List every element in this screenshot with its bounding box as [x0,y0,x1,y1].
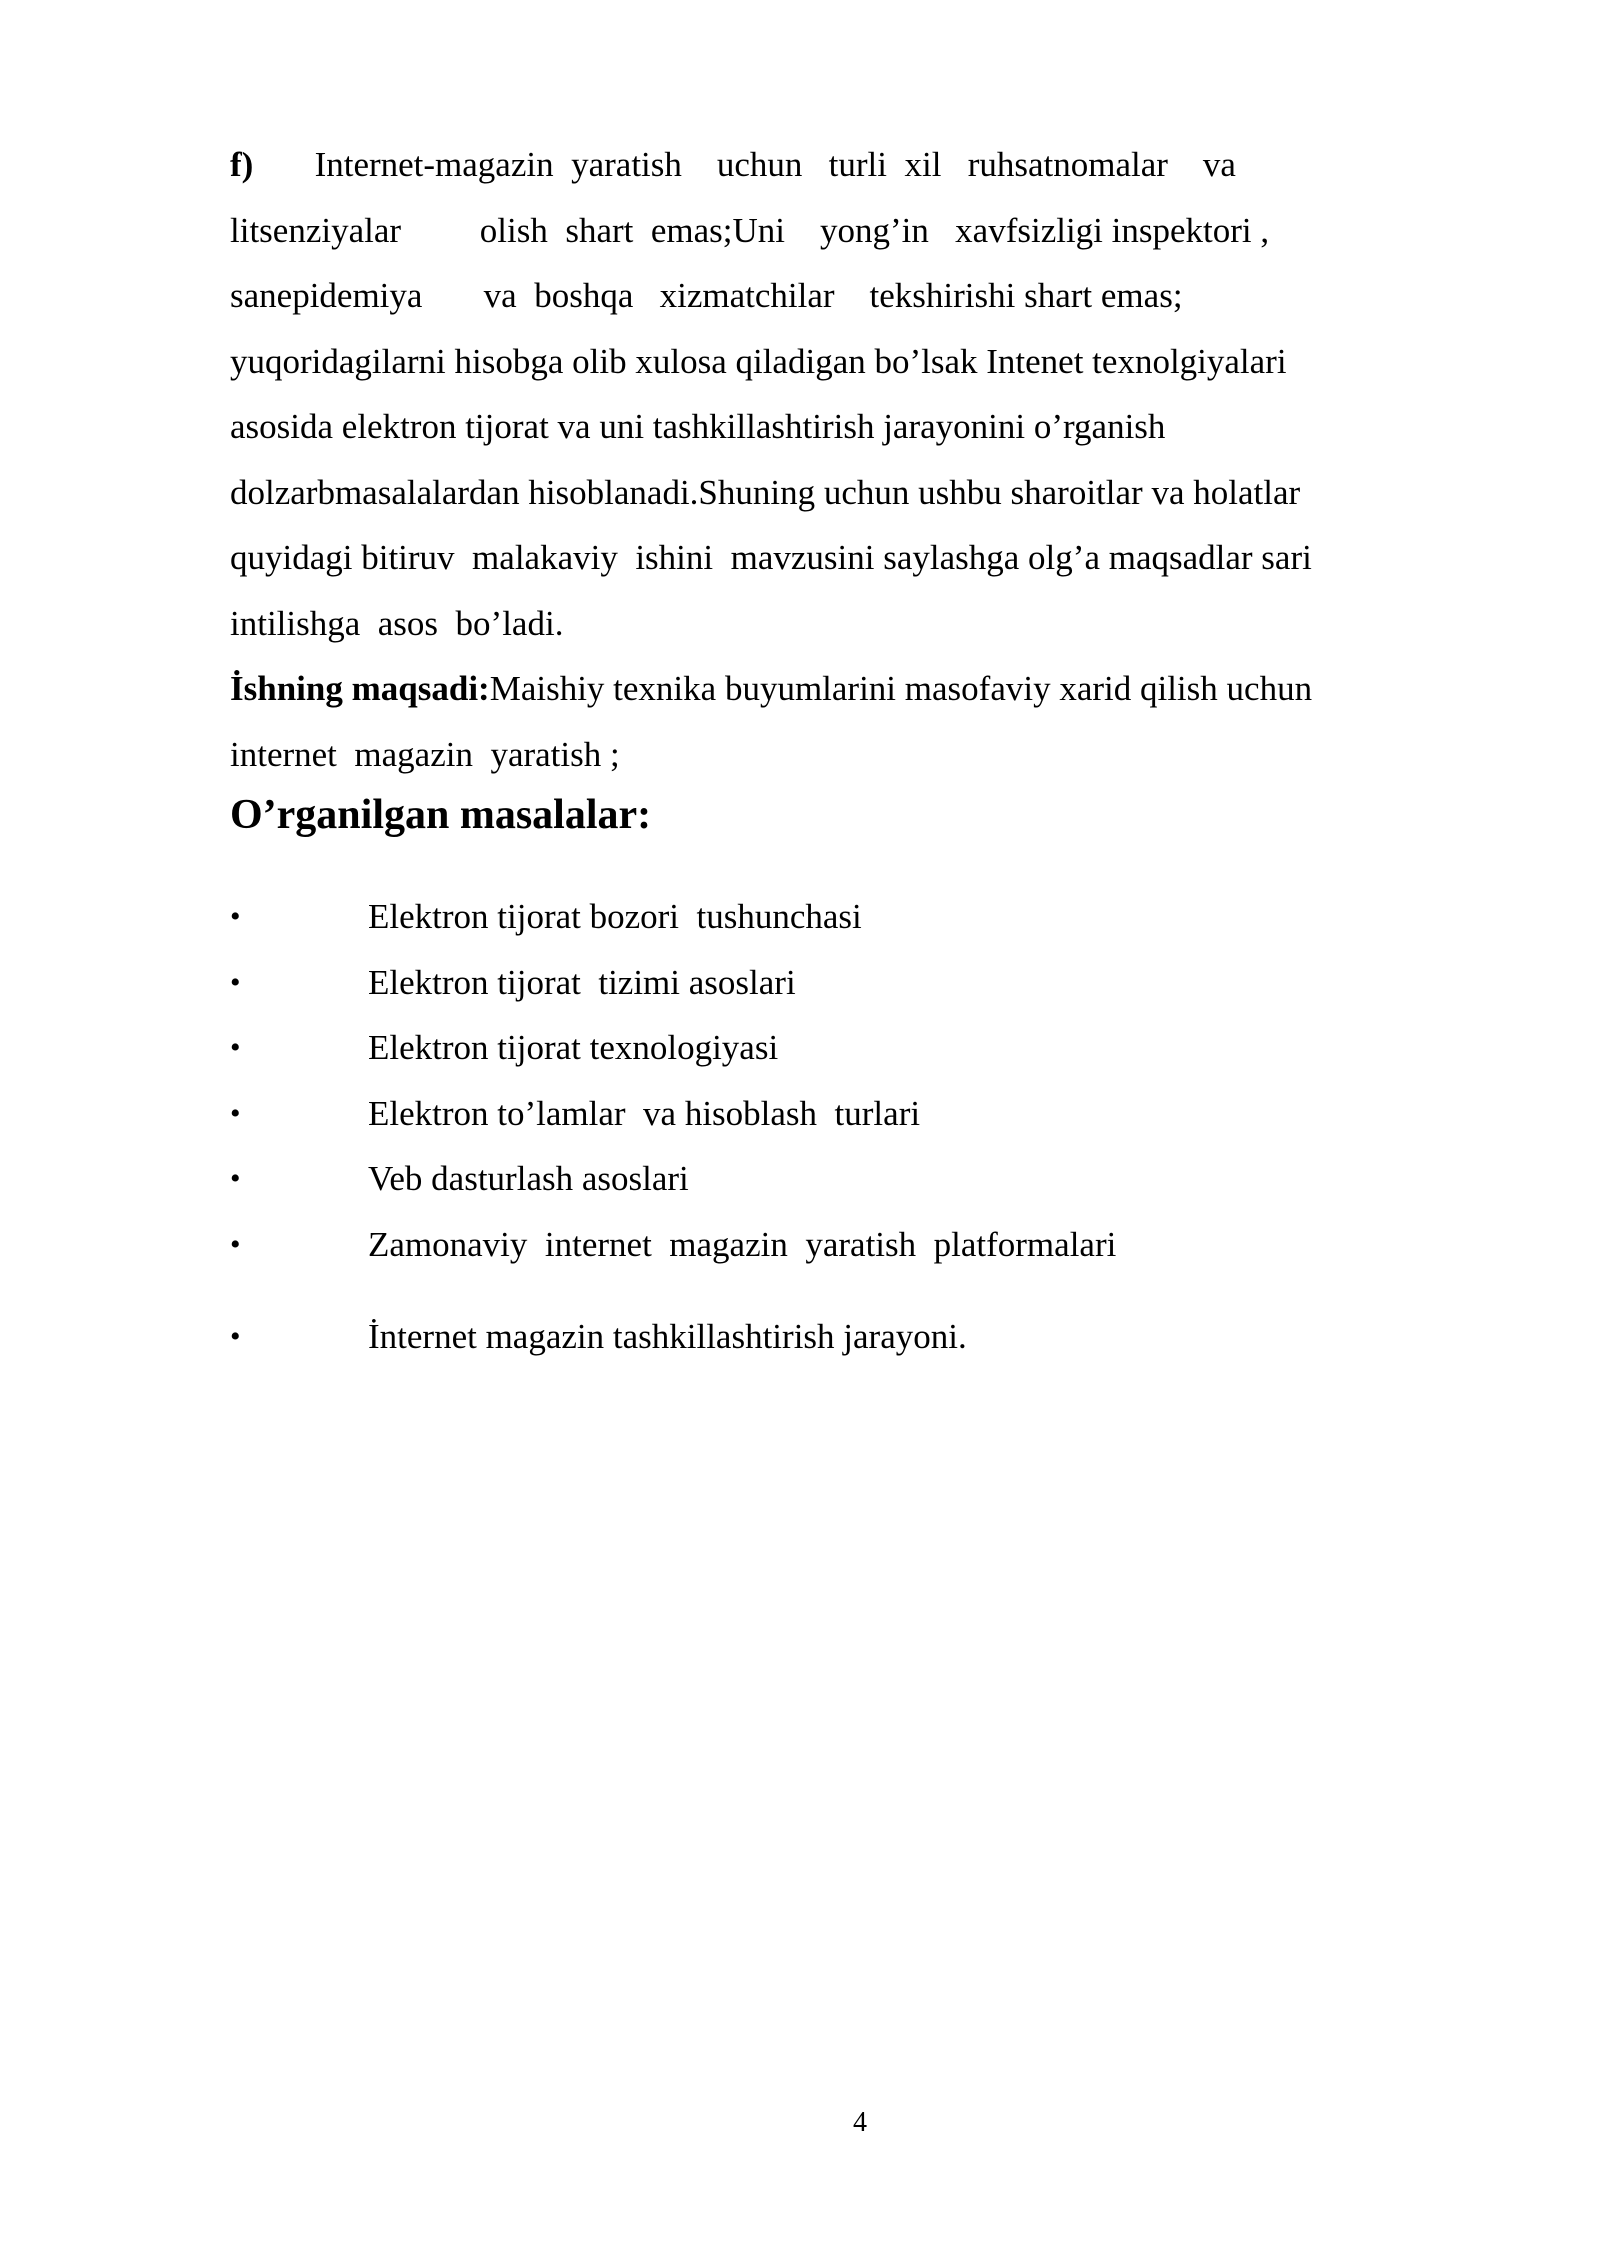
bullet-icon: • [230,900,241,933]
goal-line [230,656,1410,722]
bullet-icon: • [230,1096,241,1130]
list-item [230,1081,1430,1147]
item-label: f) [230,145,254,184]
list-item-text: Elektron tijorat texnologiyasi [368,1028,779,1067]
paragraph-line [230,132,1410,198]
paragraph-line: dolzarbmasalalardan hisoblanadi.Shuning uchun ushbu sharoitlar va holatlar [230,472,1301,512]
list-item-text: Elektron tijorat tizimi asoslari [368,962,796,1002]
list-item [230,1304,1430,1370]
bullet-icon: • [230,965,241,999]
topics-list [230,884,1430,1370]
paragraph-line: sanepidemiya va boshqa xizmatchilar tekshirishi shart emas; [230,276,1183,315]
list-item-text: Elektron to’lamlar va hisoblash turlari [368,1093,921,1133]
list-item [230,1146,1430,1212]
paragraph-line: intilishga asos bo’ladi. [230,603,564,643]
goal-line-continued: internet magazin yaratish ; [230,734,620,774]
main-paragraph [230,132,1410,787]
bullet-icon: • [230,1320,241,1353]
section-heading: O’rganilgan masalalar: [230,792,652,838]
paragraph-line: quyidagi bitiruv malakaviy ishini mavzusini saylashga olg’a maqsadlar sari [230,538,1312,577]
goal-label: İshning maqsadi: [230,669,490,708]
list-item [230,1212,1430,1278]
bullet-icon: • [230,1162,241,1195]
paragraph-line: litsenziyalar olish shart emas;Uni yong’in xavfsizligi inspektori , [230,210,1270,250]
list-item [230,950,1430,1016]
paragraph-line: yuqoridagilarni hisobga olib xulosa qiladigan bo’lsak Intenet texnolgiyalari [230,341,1287,381]
paragraph-line: asosida elektron tijorat va uni tashkillashtirish jarayonini o’rganish [230,407,1166,446]
line-text: Internet-magazin yaratish uchun turli xil ruhsatnomalar va [253,145,1236,184]
page-number: 4 [853,2107,867,2138]
list-item-text: İnternet magazin tashkillashtirish jarayoni. [368,1317,967,1356]
bullet-icon: • [230,1031,241,1064]
list-item-text: Zamonaviy internet magazin yaratish platformalari [368,1224,1117,1264]
bullet-icon: • [230,1227,241,1261]
list-item [230,1015,1430,1081]
list-item-text: Elektron tijorat bozori tushunchasi [368,897,862,936]
goal-text: Maishiy texnika buyumlarini masofaviy xarid qilish uchun [489,669,1313,708]
list-item [230,884,1430,950]
list-item-text: Veb dasturlash asoslari [368,1159,689,1198]
